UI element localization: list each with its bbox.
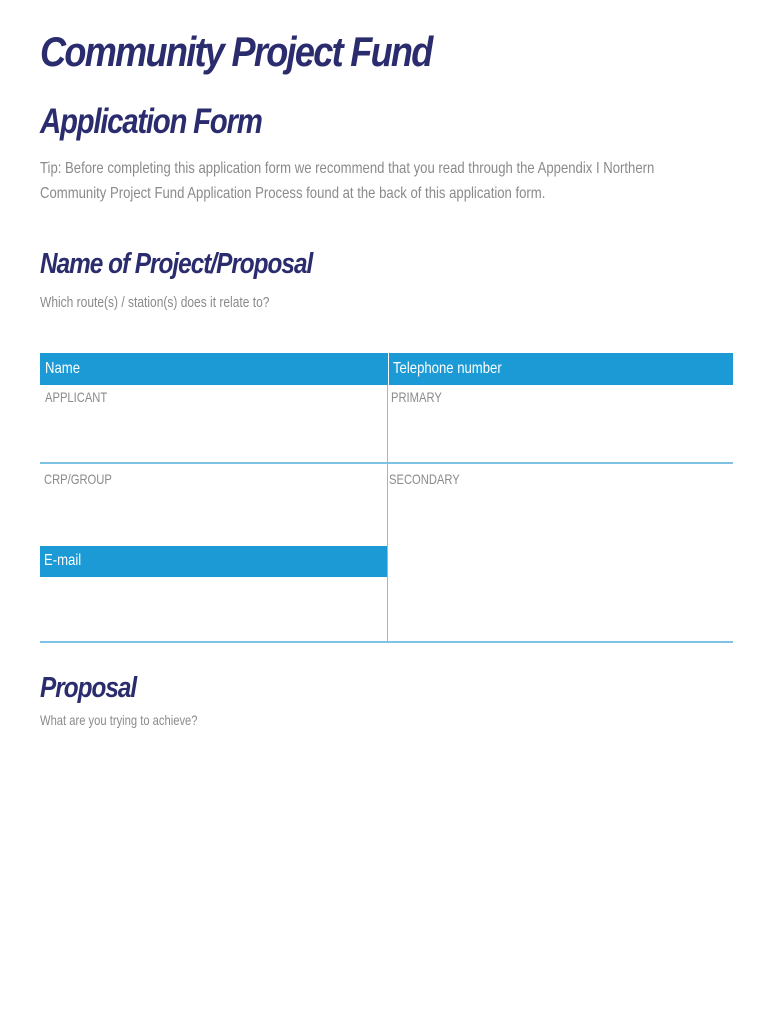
form-title: Community Project Fund	[40, 28, 432, 75]
secondary-telephone-field[interactable]	[389, 464, 733, 641]
name-header-label: Name	[45, 360, 81, 377]
column-divider	[387, 385, 388, 641]
form-subtitle: Application Form	[40, 102, 262, 141]
project-name-heading: Name of Project/Proposal	[40, 248, 313, 280]
email-header	[40, 546, 387, 577]
proposal-heading: Proposal	[40, 672, 137, 704]
primary-telephone-field[interactable]	[389, 385, 733, 462]
name-column-header	[40, 353, 388, 385]
table-bottom-border	[40, 641, 733, 643]
telephone-column-header	[388, 353, 733, 385]
email-field[interactable]	[40, 577, 387, 641]
secondary-label: SECONDARY	[389, 471, 460, 487]
tip-text: Tip: Before completing this application form we recommend that you read through the Appendix I Northern Community Project Fund Application Process found at the back of this application form.	[40, 160, 655, 202]
proposal-answer-area[interactable]	[40, 735, 733, 995]
primary-label: PRIMARY	[391, 389, 442, 405]
crp-group-name-field[interactable]	[40, 464, 387, 546]
route-station-prompt: Which route(s) / station(s) does it relate to?	[40, 294, 270, 311]
proposal-prompt: What are you trying to achieve?	[40, 712, 198, 728]
applicant-name-field[interactable]	[40, 385, 387, 462]
crp-group-label: CRP/GROUP	[44, 471, 112, 487]
email-header-label: E-mail	[44, 552, 82, 569]
applicant-label: APPLICANT	[45, 389, 108, 405]
telephone-header-label: Telephone number	[393, 360, 502, 377]
